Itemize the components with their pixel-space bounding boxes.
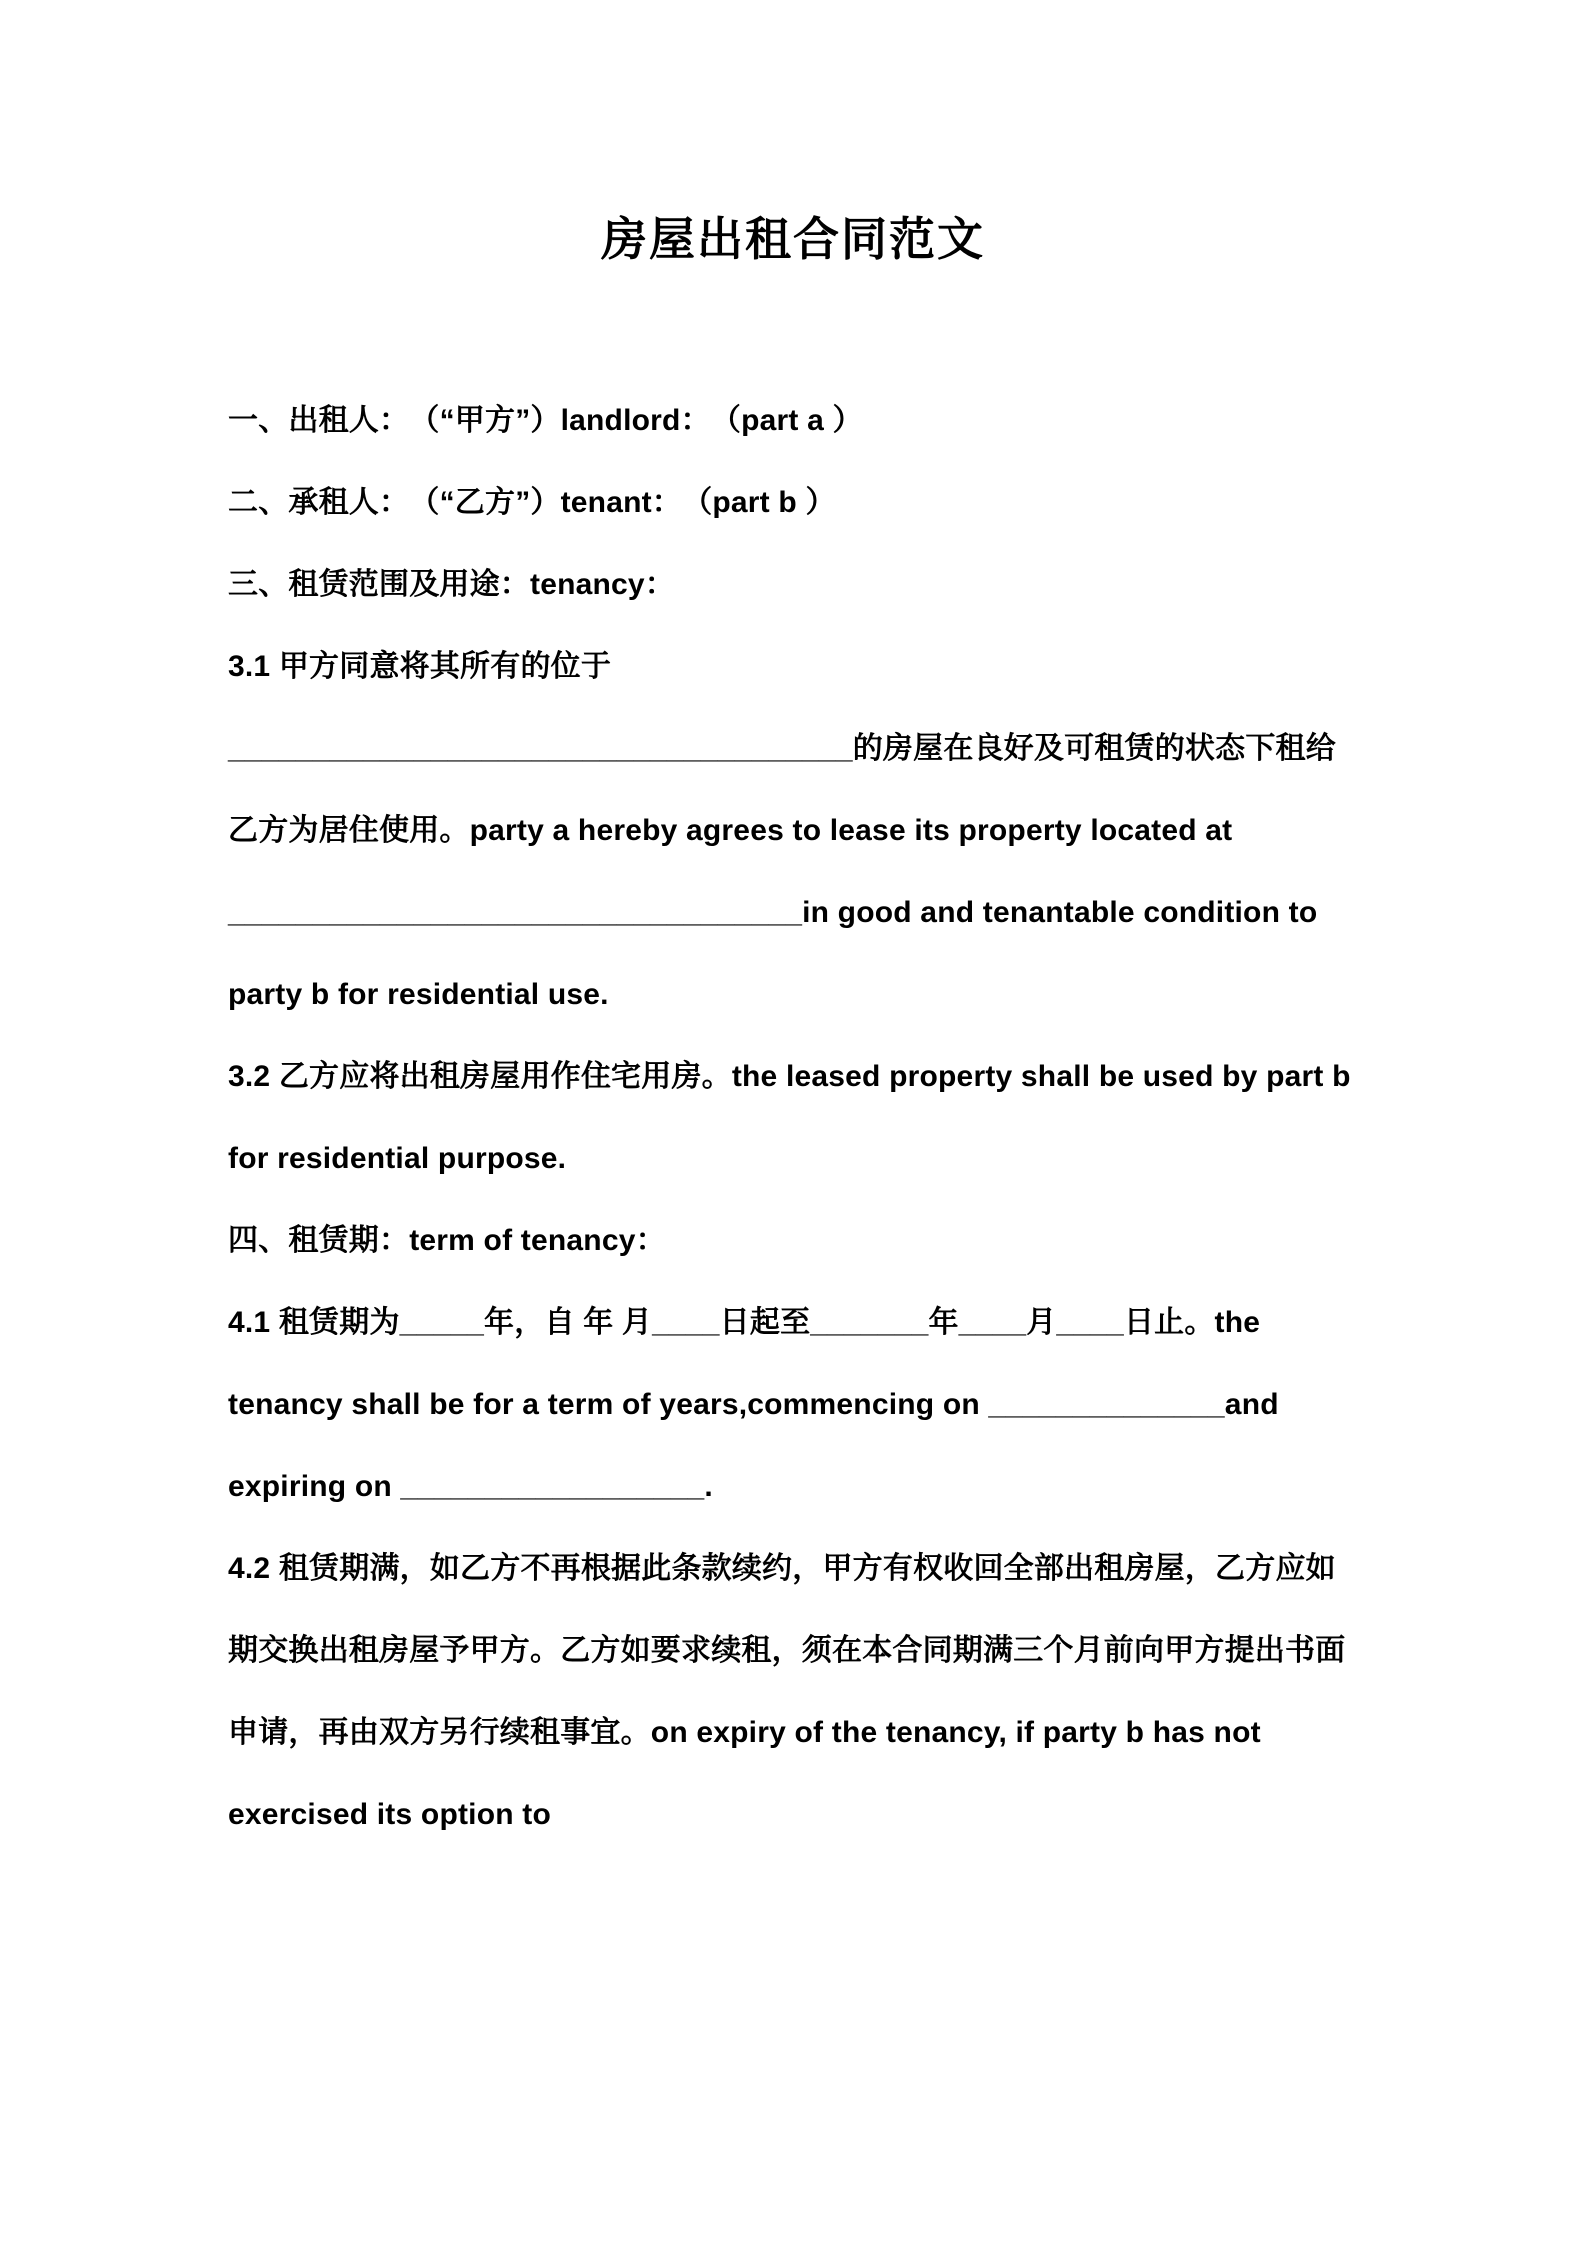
paragraph-landlord: 一、出租人： （“甲方”）landlord： （part a ）	[228, 403, 863, 437]
paragraph-3-2: 3.2 乙方应将出租房屋用作住宅用房。the leased property shall be used by part b for residential purpose.	[228, 1059, 1360, 1175]
paragraph-3-1-lead: 3.1 甲方同意将其所有的位于	[228, 649, 612, 683]
paragraph-tenant: 二、承租人： （“乙方”）tenant： （part b ）	[228, 485, 836, 519]
page-title: 房屋出租合同范文	[601, 213, 985, 265]
paragraph-term-heading: 四、租赁期：term of tenancy：	[228, 1223, 666, 1257]
paragraph-4-1: 4.1 租赁期为_____年，自 年 月____日起至_______年____月____日止。the tenancy shall be for a term of years,commencing on ______________and expiring on __________________.	[228, 1305, 1288, 1503]
paragraph-4-2: 4.2 租赁期满，如乙方不再根据此条款续约，甲方有权收回全部出租房屋，乙方应如期交换出租房屋予甲方。乙方如要求续租，须在本合同期满三个月前向甲方提出书面申请，再由双方另行续租事宜。on expiry of the tenancy, if party b has not exercised its option to	[228, 1551, 1346, 1831]
paragraph-3-1-blank-cn: _____________________________________的房屋在良好及可租赁的状态下租给乙方为居住使用。party a hereby agrees to lease its property located at	[228, 731, 1336, 847]
paragraph-3-1-blank-en: __________________________________in good and tenantable condition to party b for residential use.	[228, 895, 1326, 1011]
paragraph-tenancy-scope: 三、租赁范围及用途：tenancy：	[228, 567, 675, 601]
document-body	[228, 270, 1358, 1856]
